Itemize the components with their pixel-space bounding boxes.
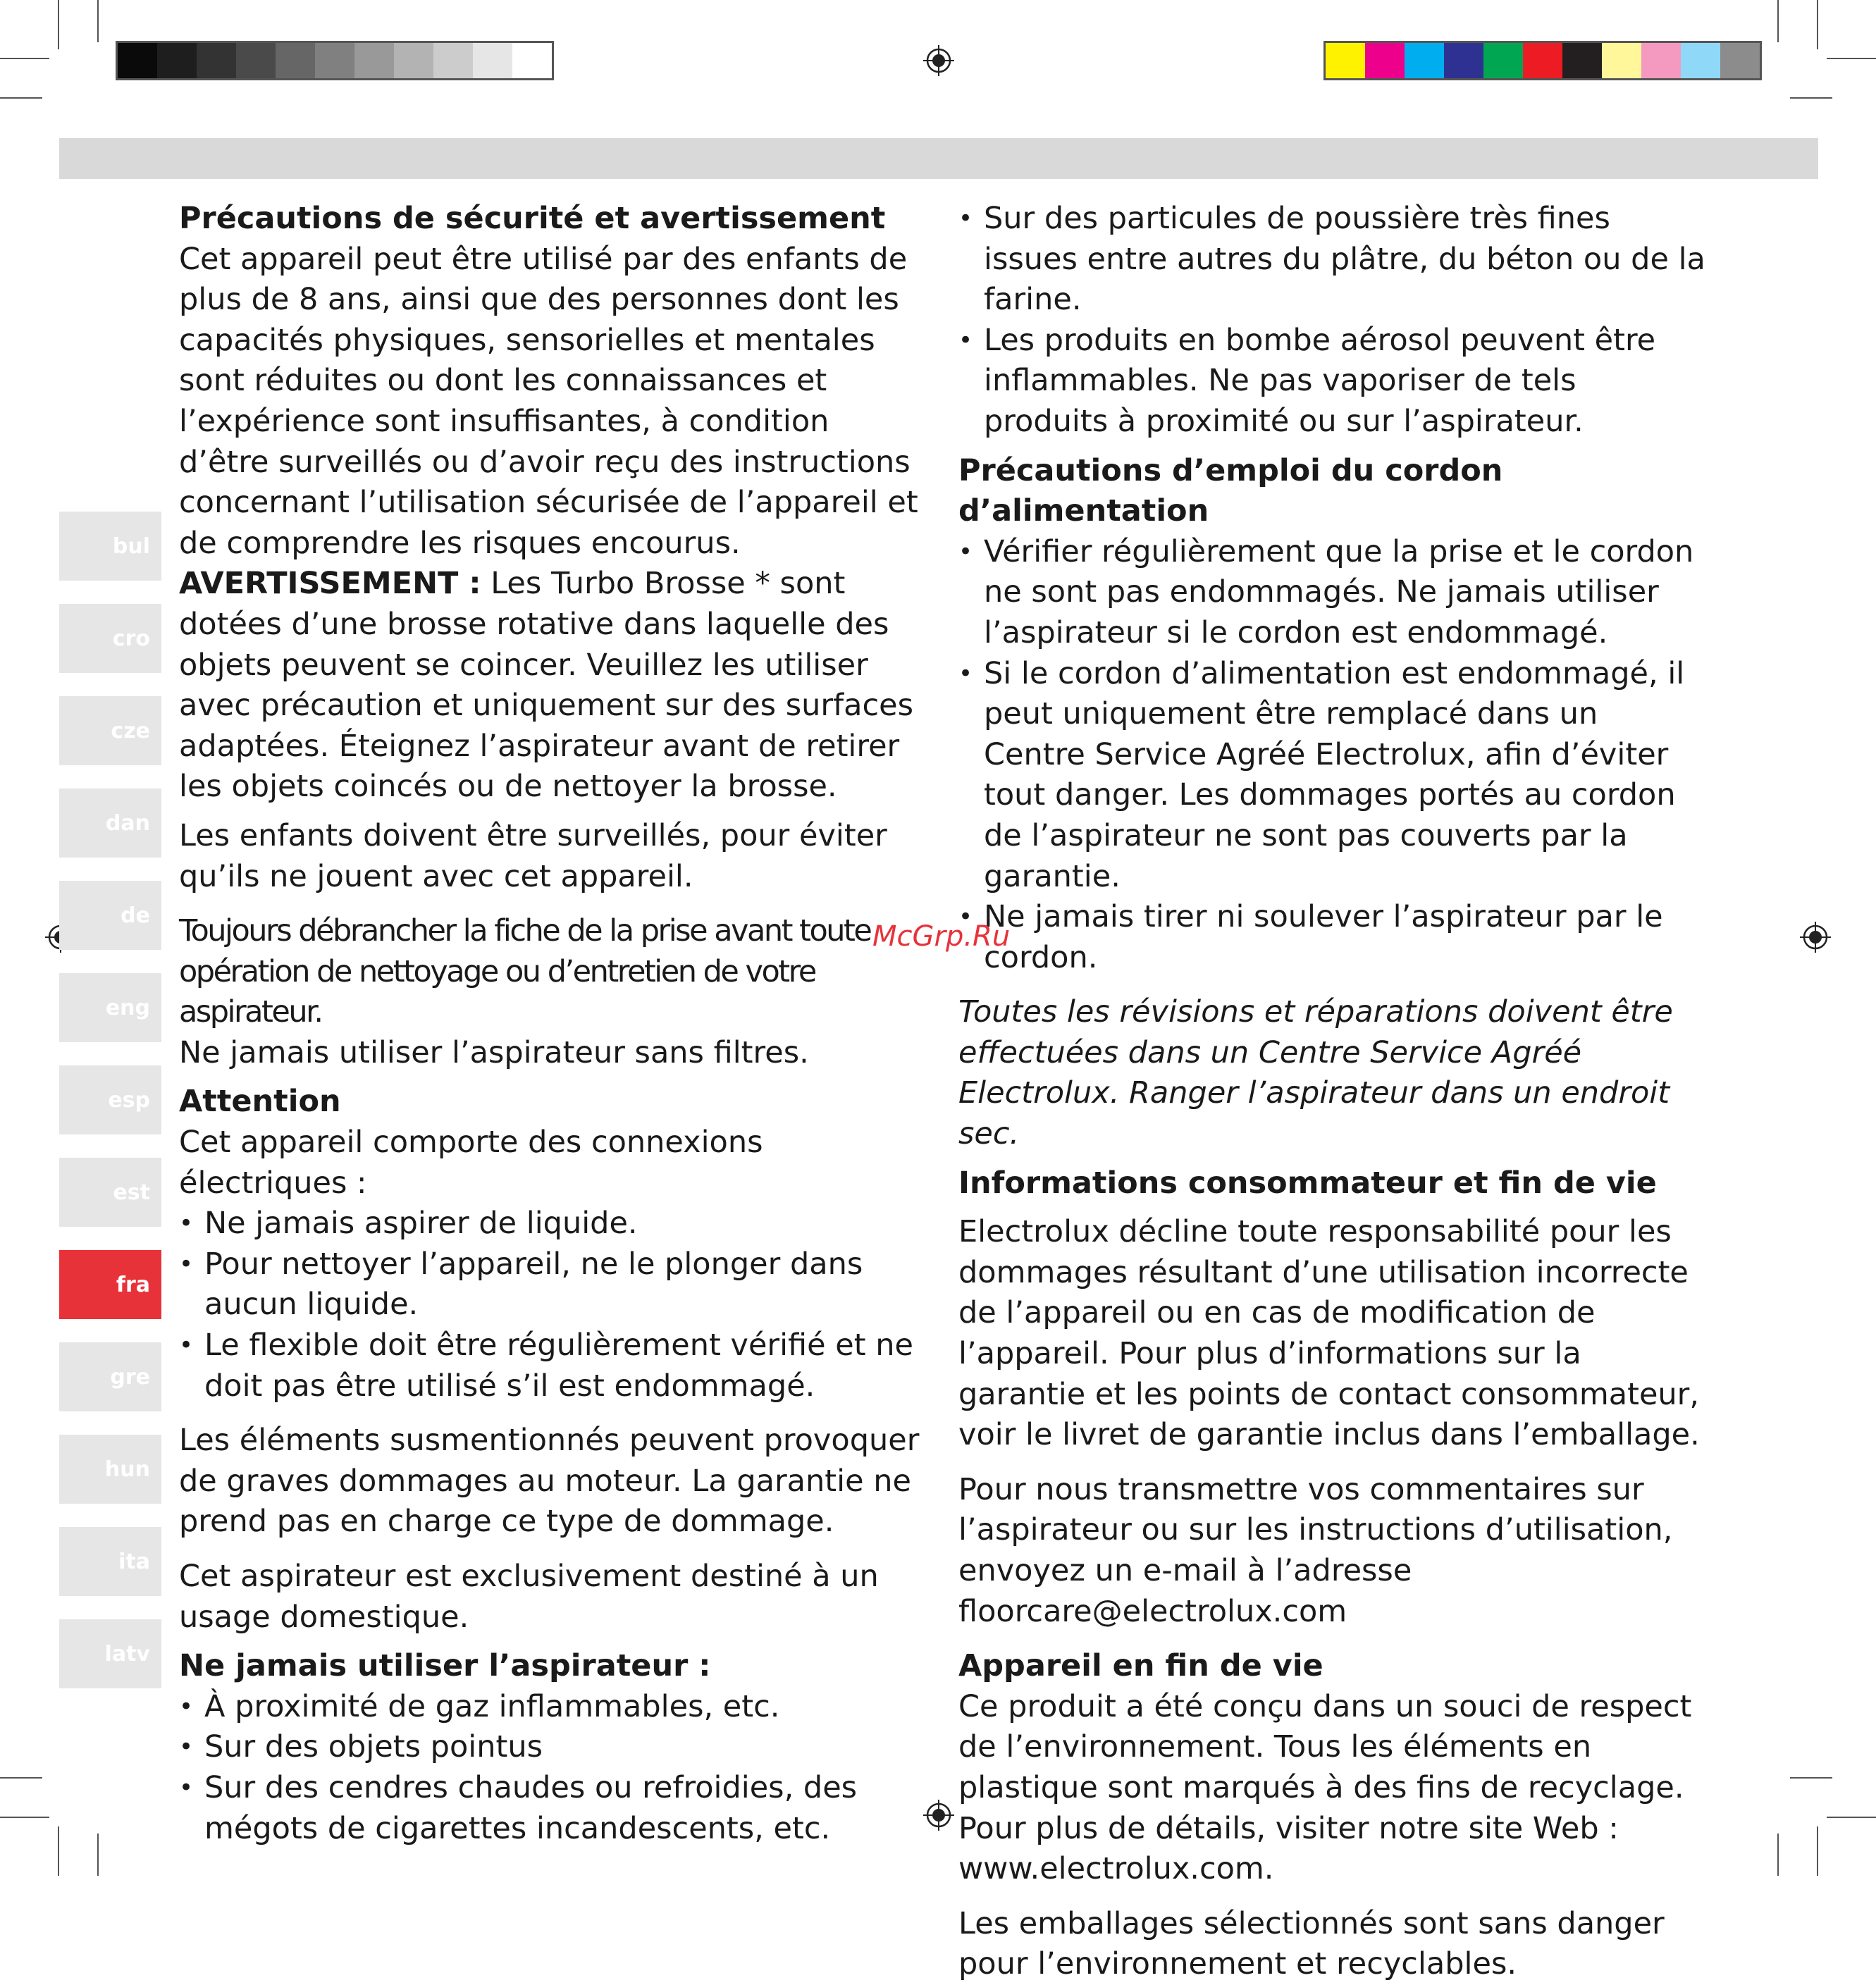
color-swatch [1681, 43, 1720, 78]
list-item: • Pour nettoyer l’appareil, ne le plonger dans aucun liquide. [179, 1244, 926, 1325]
color-swatch [1562, 43, 1602, 78]
color-swatch [1444, 43, 1483, 78]
list-item: • Ne jamais aspirer de liquide. [179, 1204, 926, 1244]
crop-mark [0, 1777, 42, 1779]
color-swatch [512, 43, 552, 78]
crop-mark [1827, 58, 1876, 59]
list-item: • À proximité de gaz inflammables, etc. [179, 1687, 926, 1728]
paragraph-warning [179, 564, 926, 808]
color-swatch [1641, 43, 1681, 78]
paragraph-end-of-life: Ce produit a été conçu dans un souci de respect de l’environnement. Tous les éléments en plastique sont marqués à des fins de recyclage. Pour plus de détails, visiter notre site Web : www.electrolux.com. [958, 1688, 1692, 1887]
paragraph-attention: Cet appareil comporte des connexions électriques : [179, 1125, 763, 1201]
list-item: • Vérifier régulièrement que la prise et le cordon ne sont pas endommagés. Ne jamais utiliser l’aspirateur si le cordon est endommagé. [958, 532, 1705, 654]
color-swatch [1326, 43, 1365, 78]
process-color-bar [1323, 41, 1762, 80]
paragraph-children: Les enfants doivent être surveillés, pour éviter qu’ils ne jouent avec cet appareil. [179, 817, 887, 894]
warning-text: Les Turbo Brosse * sont dotées d’une brosse rotative dans laquelle des objets peuvent se coincer. Veuillez les utiliser avec précaution et uniquement sur des surfaces adaptées. Éteignez l’aspirateur avant de retirer les objets coincés ou de nettoyer la brosse. [179, 566, 914, 805]
color-swatch [354, 43, 394, 78]
tab-hun[interactable]: hun [59, 1435, 161, 1504]
heading-never-use: Ne jamais utiliser l’aspirateur : [179, 1648, 711, 1684]
crop-mark [0, 97, 42, 99]
color-swatch [1720, 43, 1760, 78]
paragraph-filters: Ne jamais utiliser l’aspirateur sans filtres. [179, 1034, 809, 1070]
list-item: • Sur des cendres chaudes ou refroidies, des mégots de cigarettes incandescents, etc. [179, 1768, 926, 1849]
tab-cro[interactable]: cro [59, 604, 161, 673]
tab-latv[interactable]: latv [59, 1619, 161, 1688]
paragraph-unplug: Toujours débrancher la fiche de la prise avant toute opération de nettoyage ou d’entretien de votre aspirateur. [179, 913, 871, 1030]
heading-consumer: Informations consommateur et fin de vie [958, 1165, 1657, 1201]
list-item: • Sur des objets pointus [179, 1727, 926, 1768]
warning-label: AVERTISSEMENT : [179, 566, 481, 602]
color-swatch [433, 43, 473, 78]
tab-cze[interactable]: cze [59, 696, 161, 765]
color-swatch [1405, 43, 1444, 78]
color-swatch [276, 43, 315, 78]
paragraph-service: Toutes les révisions et réparations doivent être effectuées dans un Centre Service Agréé Electrolux. Ranger l’aspirateur dans un endroit sec. [958, 994, 1673, 1152]
watermark: McGrp.Ru [872, 920, 1011, 953]
paragraph-safety: Cet appareil peut être utilisé par des enfants de plus de 8 ans, ainsi que des personnes dont les capacités physiques, sensorielles et mentales sont réduites ou dont les connaissances et l’expérience sont insuffisantes, à condition d’être surveillés ou d’avoir reçu des instructions concernant l’utilisation sécurisée de l’appareil et de comprendre les risques encourus. [179, 241, 918, 561]
crop-mark [0, 58, 49, 59]
crop-mark [58, 0, 59, 49]
header-band [59, 138, 1818, 179]
tab-ita[interactable]: ita [59, 1527, 161, 1596]
tab-bul[interactable]: bul [59, 512, 161, 581]
right-column [958, 199, 1705, 1985]
tab-de[interactable]: de [59, 881, 161, 950]
color-swatch [118, 43, 157, 78]
left-column [179, 199, 926, 1849]
list-item: • Le flexible doit être régulièrement vérifié et ne doit pas être utilisé s’il est endommagé. [179, 1325, 926, 1406]
crop-mark [1827, 1817, 1876, 1818]
color-swatch [1602, 43, 1641, 78]
color-swatch [157, 43, 197, 78]
grayscale-bar [116, 41, 554, 80]
tab-esp[interactable]: esp [59, 1065, 161, 1134]
never-use-list-continued [958, 199, 1705, 443]
paragraph-domestic: Cet aspirateur est exclusivement destiné à un usage domestique. [179, 1559, 879, 1635]
list-item: • Si le cordon d’alimentation est endommagé, il peut uniquement être remplacé dans un Centre Service Agréé Electrolux, afin d’éviter tout danger. Les dommages portés au cordon de l’aspirateur ne sont pas couverts par la garantie. [958, 654, 1705, 898]
tab-eng[interactable]: eng [59, 973, 161, 1042]
crop-mark [58, 1826, 59, 1876]
color-swatch [1523, 43, 1562, 78]
crop-mark [97, 1834, 99, 1876]
crop-mark [1790, 1777, 1832, 1779]
color-swatch [394, 43, 433, 78]
color-swatch [1365, 43, 1405, 78]
tab-fra[interactable]: fra [59, 1250, 161, 1319]
color-swatch [197, 43, 236, 78]
heading-cord: Précautions d’emploi du cordon d’alimentation [958, 452, 1503, 529]
crop-mark [1777, 0, 1779, 42]
list-item: • Les produits en bombe aérosol peuvent être inflammables. Ne pas vaporiser de tels produits à proximité ou sur l’aspirateur. [958, 321, 1705, 443]
cord-list [958, 532, 1705, 979]
paragraph-consumer: Electrolux décline toute responsabilité pour les dommages résultant d’une utilisation incorrecte de l’appareil ou en cas de modification de l’appareil. Pour plus d’informations sur la garantie et les points de contact consommateur, voir le livret de garantie inclus dans l’emballage. [958, 1214, 1700, 1453]
crop-mark [1790, 97, 1832, 99]
crop-mark [97, 0, 99, 42]
tab-dan[interactable]: dan [59, 789, 161, 858]
heading-end-of-life: Appareil en fin de vie [958, 1648, 1323, 1684]
tab-est[interactable]: est [59, 1158, 161, 1227]
never-use-list [179, 1687, 926, 1849]
color-swatch [236, 43, 276, 78]
color-swatch [315, 43, 354, 78]
paragraph-damage: Les éléments susmentionnés peuvent provoquer de graves dommages au moteur. La garantie ne prend pas en charge ce type de dommage. [179, 1423, 920, 1540]
color-swatch [473, 43, 512, 78]
heading-safety: Précautions de sécurité et avertissement [179, 201, 886, 236]
color-swatch [1483, 43, 1523, 78]
attention-list [179, 1204, 926, 1406]
paragraph-feedback: Pour nous transmettre vos commentaires sur l’aspirateur ou sur les instructions d’utilisation, envoyez un e-mail à l’adresse floorcare@electrolux.com [958, 1471, 1673, 1629]
tab-gre[interactable]: gre [59, 1342, 161, 1411]
crop-mark [1777, 1834, 1779, 1876]
registration-mark-icon [923, 45, 954, 76]
registration-mark-icon [923, 1800, 954, 1831]
registration-mark-icon [1800, 922, 1831, 953]
heading-attention: Attention [179, 1084, 341, 1120]
crop-mark [1817, 1826, 1818, 1876]
crop-mark [1817, 0, 1818, 49]
list-item: • Ne jamais tirer ni soulever l’aspirateur par le cordon. [958, 897, 1705, 978]
paragraph-packaging: Les emballages sélectionnés sont sans danger pour l’environnement et recyclables. [958, 1905, 1665, 1982]
list-item: • Sur des particules de poussière très fines issues entre autres du plâtre, du béton ou de la farine. [958, 199, 1705, 321]
crop-mark [0, 1817, 49, 1818]
